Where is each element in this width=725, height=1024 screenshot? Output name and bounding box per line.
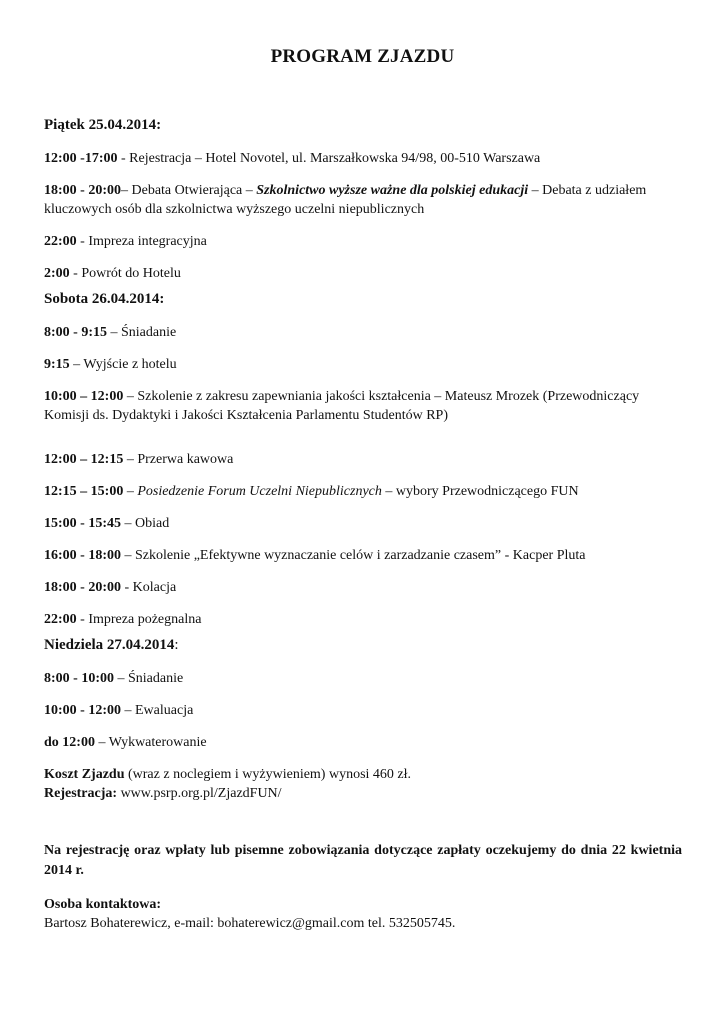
schedule-item: 8:00 - 9:15 – Śniadanie <box>44 325 177 340</box>
schedule-item: 12:00 – 12:15 – Przerwa kawowa <box>44 452 234 467</box>
registration-link[interactable]: www.psrp.org.pl/ZjazdFUN/ <box>117 786 282 801</box>
schedule-item: 22:00 - Impreza pożegnalna <box>44 612 202 627</box>
cost-line: Koszt Zjazdu (wraz z noclegiem i wyżywieniem) wynosi 460 zł. <box>44 767 412 782</box>
day-heading-friday: Piątek 25.04.2014: <box>44 117 162 133</box>
schedule-item: 22:00 - Impreza integracyjna <box>44 234 207 249</box>
cost-registration-block <box>44 765 682 803</box>
schedule-item: 18:00 - 20:00 - Kolacja <box>44 580 177 595</box>
day-heading-sunday: Niedziela 27.04.2014: <box>44 637 179 653</box>
schedule-item: 15:00 - 15:45 – Obiad <box>44 516 170 531</box>
contact-details: Bartosz Bohaterewicz, e-mail: bohaterewicz@gmail.com tel. 532505745. <box>44 916 456 931</box>
schedule-item: do 12:00 – Wykwaterowanie <box>44 735 207 750</box>
schedule-item: 16:00 - 18:00 – Szkolenie „Efektywne wyznaczanie celów i zarzadzanie czasem” - Kacper Pluta <box>44 548 586 563</box>
schedule-item: 12:15 – 15:00 – Posiedzenie Forum Uczelni Niepublicznych – wybory Przewodniczącego FUN <box>44 484 579 499</box>
page-title: PROGRAM ZJAZDU <box>270 46 455 67</box>
schedule-item: 2:00 - Powrót do Hotelu <box>44 266 181 281</box>
registration-line: Rejestracja: www.psrp.org.pl/ZjazdFUN/ <box>44 786 282 801</box>
schedule-item: 8:00 - 10:00 – Śniadanie <box>44 671 184 686</box>
registration-deadline-notice: Na rejestrację oraz wpłaty lub pisemne zobowiązania dotyczące zapłaty oczekujemy do dnia 22 kwietnia 2014 r. <box>44 843 682 878</box>
schedule-item: 10:00 – 12:00 – Szkolenie z zakresu zapewniania jakości kształcenia – Mateusz Mrozek (Przewodniczący Komisji ds. Dydaktyki i Jakości Kształcenia Parlamentu Studentów RP) <box>44 389 640 423</box>
day-heading-saturday: Sobota 26.04.2014: <box>44 291 165 307</box>
contact-label: Osoba kontaktowa: <box>44 897 162 912</box>
schedule-item: 12:00 -17:00 - Rejestracja – Hotel Novotel, ul. Marszałkowska 94/98, 00-510 Warszawa <box>44 151 541 166</box>
schedule-item: 10:00 - 12:00 – Ewaluacja <box>44 703 194 718</box>
schedule-item: 9:15 – Wyjście z hotelu <box>44 357 177 372</box>
contact-block <box>44 895 682 933</box>
program-content <box>44 116 682 946</box>
schedule-item: 18:00 - 20:00– Debata Otwierająca – Szkolnictwo wyższe ważne dla polskiej edukacji – Debata z udziałem kluczowych osób dla szkolnictwa wyższego uczelni niepublicznych <box>44 183 647 217</box>
